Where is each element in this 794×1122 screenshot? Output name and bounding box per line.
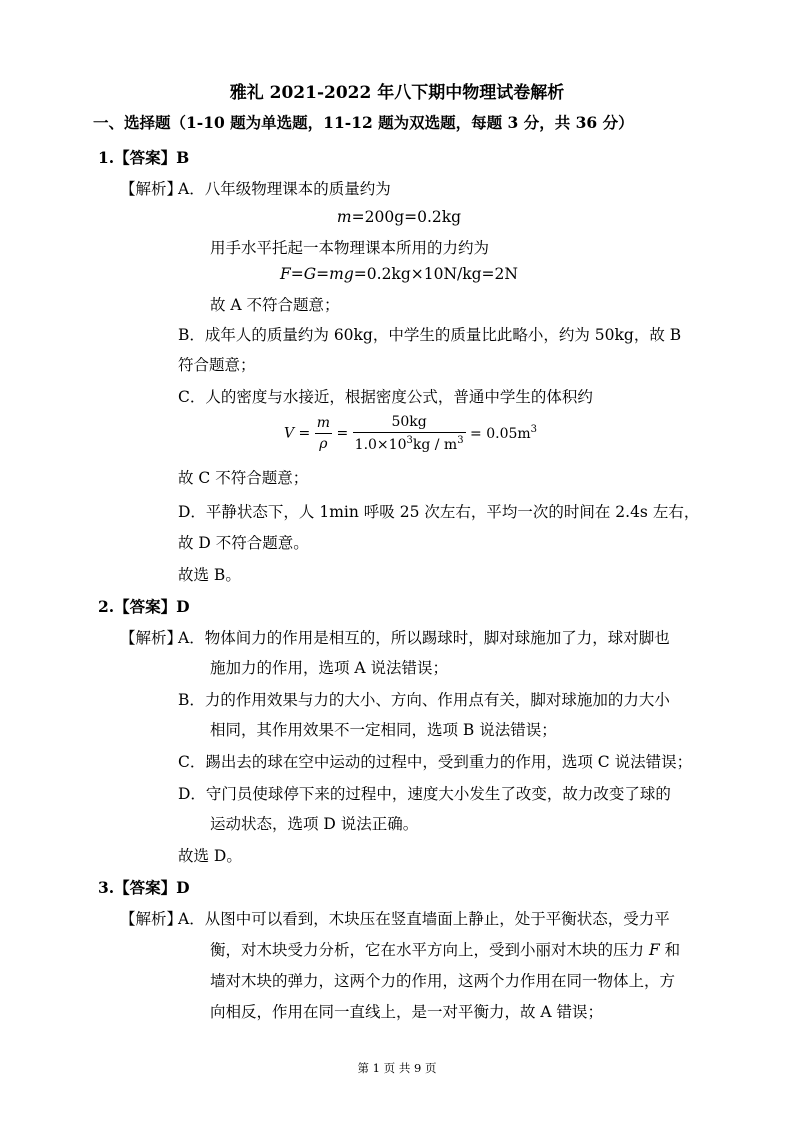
formula-result: = $0.05m^3$ [470, 423, 538, 442]
q1-equation-force: F=G=mg=0.2kg×10N/kg=2N [280, 265, 518, 283]
q3-option-a-line2: 衡，对木块受力分析，它在水平方向上，受到小丽对木块的压力 F 和 [210, 941, 681, 959]
q2-answer-heading: 2.【答案】D [98, 597, 190, 616]
q2-option-a-line1: A．物体间力的作用是相互的，所以踢球时，脚对球施加了力，球对脚也 [178, 629, 670, 647]
q2-option-d-line1: D．守门员使球停下来的过程中，速度大小发生了改变，故力改变了球的 [178, 785, 671, 803]
formula-rho: ρ [319, 436, 328, 452]
q2-option-d-line2: 运动状态，选项 D 说法正确。 [210, 815, 419, 833]
q1-option-b-line2: 符合题意； [178, 356, 256, 374]
q2-option-b-line1: B．力的作用效果与力的大小、方向、作用点有关，脚对球施加的力大小 [178, 691, 670, 709]
q1-option-c-line1: C．人的密度与水接近，根据密度公式，普通中学生的体积约 [178, 388, 593, 406]
section-heading: 一、选择题（1-10 题为单选题，11-12 题为双选题，每题 3 分，共 36 分） [93, 113, 634, 132]
q1-option-d-line2: 故 D 不符合题意。 [178, 534, 309, 552]
q2-option-b-line2: 相同，其作用效果不一定相同，选项 B 说法错误； [210, 721, 557, 739]
q3-analysis-label: 【解析】 [120, 910, 183, 928]
q1-option-d-line1: D．平静状态下，人 1min 呼吸 25 次左右，平均一次的时间在 2.4s 左右， [178, 503, 700, 521]
formula-numerator: 50kg [353, 414, 466, 433]
formula-denominator: $1.0\times 10^3kg / m^3$ [354, 435, 464, 453]
q1-option-b-line1: B．成年人的质量约为 60kg，中学生的质量比此略小，约为 50kg，故 B [178, 326, 682, 344]
page-title: 雅礼 2021-2022 年八下期中物理试卷解析 [229, 83, 565, 103]
q1-option-a-line2: 用手水平托起一本物理课本所用的力约为 [210, 239, 490, 257]
q3-option-a-line1: A．从图中可以看到，木块压在竖直墙面上静止，处于平衡状态，受力平 [178, 910, 670, 928]
q1-option-a-line1: A．八年级物理课本的质量约为 [178, 180, 391, 198]
formula-m-over-rho [315, 415, 332, 452]
formula-equals: = [336, 425, 349, 442]
page-footer: 第 1 页 共 9 页 [357, 1061, 437, 1075]
q1-analysis-label: 【解析】 [120, 180, 183, 198]
formula-value-fraction [353, 414, 466, 453]
q2-conclusion: 故选 D。 [178, 847, 242, 865]
q2-analysis-label: 【解析】 [120, 629, 183, 647]
q3-option-a-line3: 墙对木块的弹力，这两个力的作用，这两个力作用在同一物体上，方 [210, 972, 676, 990]
q1-volume-formula [284, 414, 537, 453]
q1-equation-mass: m=200g=0.2kg [336, 208, 462, 226]
q1-option-c-line2: 故 C 不符合题意； [178, 469, 309, 487]
q2-option-c-line1: C．踢出去的球在空中运动的过程中，受到重力的作用，选项 C 说法错误； [178, 753, 693, 771]
q3-option-a-line4: 向相反，作用在同一直线上，是一对平衡力，故 A 错误； [210, 1003, 604, 1021]
formula-m: m [315, 415, 332, 434]
q2-option-a-line2: 施加力的作用，选项 A 说法错误； [210, 659, 449, 677]
formula-lhs: V = [284, 425, 311, 442]
q3-answer-heading: 3.【答案】D [98, 878, 190, 897]
q1-answer-heading: 1.【答案】B [98, 148, 190, 167]
q1-conclusion: 故选 B。 [178, 566, 241, 584]
q1-option-a-line3: 故 A 不符合题意； [210, 296, 340, 314]
